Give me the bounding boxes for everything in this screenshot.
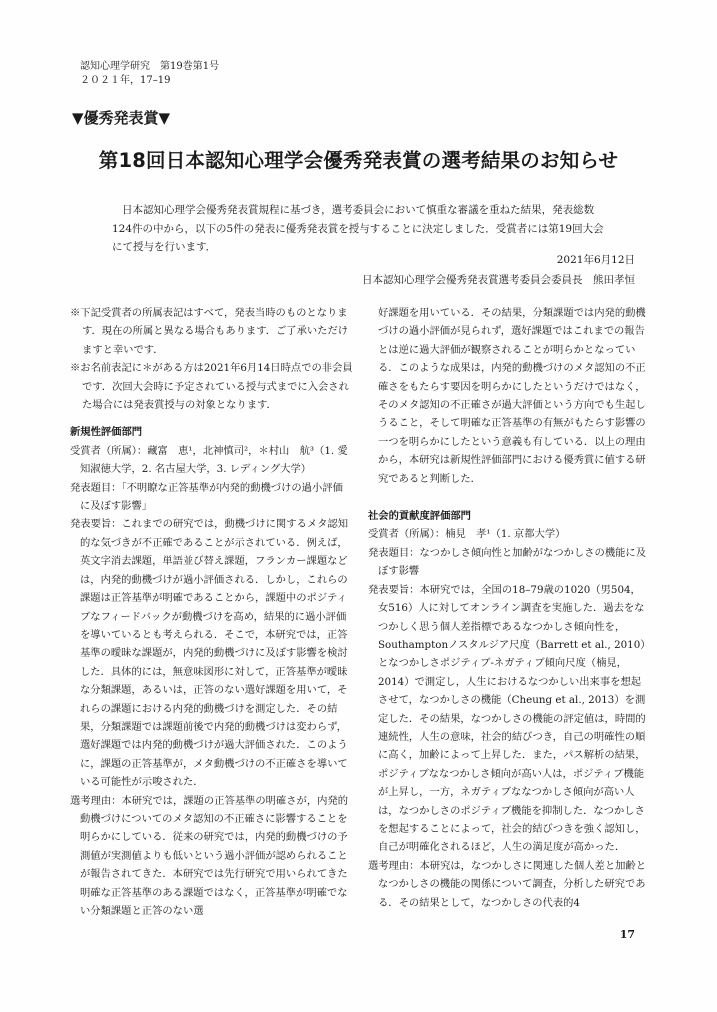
presentation-title: 発表題目：「不明瞭な正答基準が内発的動機づけの過小評価に及ぼす影響」 [70, 481, 343, 513]
announcement-date: 2021年6月12日 [556, 254, 635, 266]
journal-line-2: ２０２１年，17–19 [80, 75, 171, 86]
note-nonmember: ※お名前表記に＊がある方は2021年6月14日時点での非会員です．次回大会時に予定されている授与式までに入会された場合には発表賞授与の対象となります． [70, 362, 353, 412]
committee-chair: 日本認知心理学会優秀発表賞選考委員会委員長 熊田孝恒 [362, 274, 635, 286]
page-number: 17 [619, 928, 635, 941]
presentation-summary: 発表要旨：これまでの研究では，動機づけに関するメタ認知的な気づきが不正確であることが示されている．例えば，英文字消去課題，単語並び替え課題，フランカー課題などは，内発的動機づけが過小評価される．しかし，これらの課題は正答基準が明確であることから，課題中のポジティブなフィードバックが動機づけを高め，結果的に過小評価を導いているとも考えられる．そこで，本研究では，正答基準の曖昧な課題が，内発的動機づけに及ぼす影響を検討した．具体的には，無意味図形に対して，正答基準が曖昧な分類課題，あるいは，正答のない選好課題を用いて，それらの課題における内発的動機づけを測定した．その結果，分類課題では課題前後で内発的動機づけは変わらず，選好課題では内発的動機づけが過大評価された．このように，課題の正答基準が，メタ動機づけの不正確さを導いている可能性が示唆された． [70, 518, 349, 789]
category-heading-social: 社会的貢献度評価部門 [368, 510, 471, 523]
selection-reason: 選考理由：本研究では，課題の正答基準の明確さが，内発的動機づけについてのメタ認知の不正確さに影響することを明らかにしている．従来の研究では，内発的動機づけの予測値が実測値よりも低いという過小評価が認められることが報告されてきた．本研究では先行研究で用いられてきた明確な正答基準のある課題ではなく，正答基準が明確でない分類課題と正答のない選 [70, 794, 349, 917]
intro-paragraph [112, 201, 612, 257]
right-column [368, 304, 650, 912]
awardees: 受賞者（所属）：藏富 恵¹，北神慎司²，＊村山 航³（1. 愛知淑徳大学，2. 名古屋大学，3. レディング大学） [70, 444, 348, 476]
presentation-title: 発表題目：なつかしさ傾向性と加齢がなつかしさの機能に及ぼす影響 [368, 546, 647, 578]
left-column [70, 304, 353, 920]
intro-text: 日本認知心理学会優秀発表賞規程に基づき，選考委員会において慎重な審議を重ねた結果，発表総数124件の中から，以下の5件の発表に優秀発表賞を授与することに決定しました．受賞者には第19回大会にて授与を行います． [112, 204, 604, 253]
awardees: 受賞者（所属）：楠見 孝¹（1. 京都大学） [368, 528, 566, 541]
note-affiliation: ※下記受賞者の所属表記はすべて，発表当時のものとなります．現在の所属と異なる場合もあります．ご了承いただけますと幸いです． [70, 307, 349, 356]
presentation-summary: 発表要旨：本研究では，全国の18–79歳の1020（男504，女516）人に対してオンライン調査を実施した．過去をなつかしく思う個人差指標であるなつかしさ傾向性を，Southamptonノスタルジア尺度（Barrett et al., 2010）となつかしさポジティブ-ネガティブ傾向尺度（楠見，2014）で測定し，人生におけるなつかしい出来事を想起させて，なつかしさの機能（Cheung et al., 2013）を測定した．その結果，なつかしさの機能の評定値は，時間的連続性，人生の意味，社会的結びつき，自己の明確性の順に高く，加齢によって上昇した．また，パス解析の結果，ポジティブななつかしさ傾向が高い人は，ポジティブ機能が上昇し，一方，ネガティブななつかしさ傾向が高い人は，なつかしさのポジティブ機能を抑制した．なつかしさを想起することによって，社会的結びつきを強く認知し，自己が明確化されるほど，人生の満足度が高かった． [368, 583, 646, 854]
page-title: 第18回日本認知心理学会優秀発表賞の選考結果のお知らせ [98, 149, 619, 172]
journal-info [80, 60, 219, 88]
selection-reason: 選考理由：本研究は，なつかしさに関連した個人差と加齢となつかしさの機能の関係について調査，分析した研究である．その結果として，なつかしさの代表的4 [368, 859, 647, 909]
selection-reason-continued: 好課題を用いている．その結果，分類課題では内発的動機づけの過小評価が見られず，選好課題ではこれまでの報告とは逆に過大評価が観察されることが明らかとなっている．このような成果は，内発的動機づけのメタ認知の不正確さをもたらす要因を明らかにしたというだけではなく，そのメタ認知の不正確さが過大評価という方向でも生起しうること，そして明確な正答基準の有無がもたらす影響の一つを明らかにしたという意義も有している．以上の理由から，本研究は新規性評価部門における優秀賞に値する研究であると判断した． [378, 307, 646, 485]
section-label: ▼優秀発表賞▼ [72, 109, 171, 127]
journal-line-1: 認知心理学研究 第19巻第1号 [80, 61, 220, 72]
category-heading-novelty: 新規性評価部門 [70, 426, 143, 439]
